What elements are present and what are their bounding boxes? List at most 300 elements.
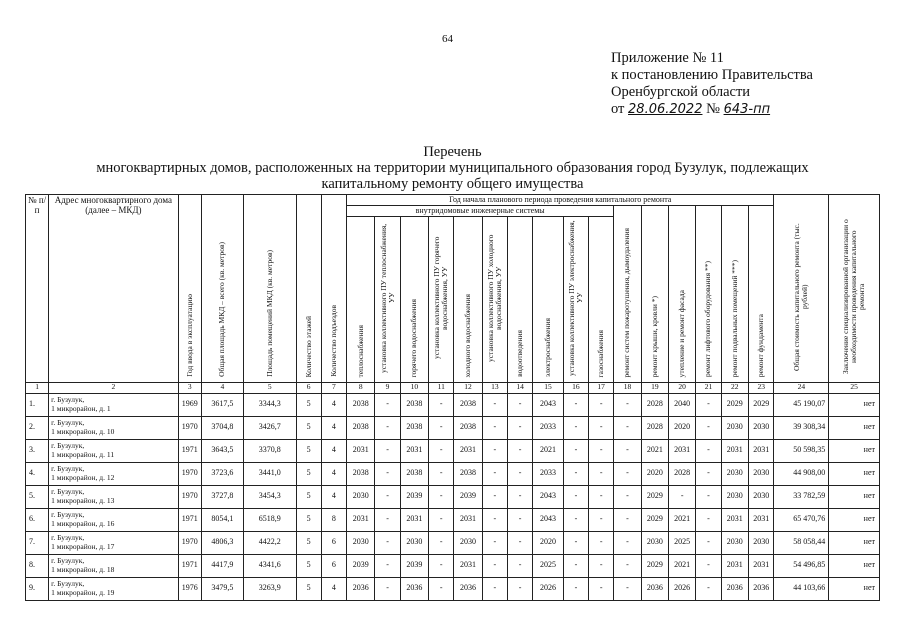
table-cell: 2021: [669, 508, 696, 531]
table-cell: 3479,5: [201, 577, 243, 600]
table-cell: 1976: [178, 577, 201, 600]
table-cell: 33 782,59: [774, 485, 829, 508]
table-cell: 2043: [533, 393, 564, 416]
table-cell: 2036: [748, 577, 774, 600]
table-cell: 44 908,00: [774, 462, 829, 485]
table-cell: 4417,9: [201, 554, 243, 577]
header-c13: установка коллективного ПУ холодного водоснабжения, УУ: [482, 217, 507, 383]
column-numbers-row: [26, 382, 880, 393]
table-cell: -: [375, 439, 400, 462]
column-number: 14: [508, 382, 533, 393]
address-street: 1 микрорайон, д. 10: [51, 426, 115, 436]
table-cell: 2038: [454, 416, 482, 439]
header-cost: Общая стоимость капитального ремонта (тыс. рублей): [774, 195, 829, 383]
table-cell: 2029: [721, 393, 748, 416]
table-cell: нет: [829, 531, 880, 554]
header-c18: ремонт систем пожаротушения, дымоудаления: [614, 206, 641, 383]
table-cell: -: [696, 462, 721, 485]
column-number: 21: [696, 382, 721, 393]
table-cell: -: [482, 439, 507, 462]
column-number: 20: [669, 382, 696, 393]
appendix-line-4: [611, 101, 813, 118]
table-cell: 1971: [178, 439, 201, 462]
row-number: 4.: [26, 462, 49, 485]
row-number: 1.: [26, 393, 49, 416]
column-number: 6: [296, 382, 321, 393]
row-number: 5.: [26, 485, 49, 508]
header-c11: установка коллективного ПУ горячего водоснабжения, УУ: [429, 217, 454, 383]
table-cell: 1971: [178, 508, 201, 531]
table-cell: -: [429, 508, 454, 531]
table-cell: 2031: [400, 439, 428, 462]
table-cell: 5: [296, 508, 321, 531]
table-cell: -: [375, 416, 400, 439]
row-address: [49, 508, 178, 531]
table-cell: -: [563, 531, 588, 554]
title-line-2: многоквартирных домов, расположенных на территории муниципального образования город Бузулук, подлежащих: [96, 160, 809, 176]
table-cell: 6: [321, 554, 346, 577]
table-cell: 2020: [641, 462, 668, 485]
column-number: 22: [721, 382, 748, 393]
table-cell: -: [614, 393, 641, 416]
table-cell: 2030: [400, 531, 428, 554]
table-cell: -: [563, 462, 588, 485]
table-cell: 2020: [533, 531, 564, 554]
table-cell: -: [375, 554, 400, 577]
table-cell: -: [429, 393, 454, 416]
table-cell: -: [482, 416, 507, 439]
table-cell: -: [482, 508, 507, 531]
table-cell: -: [508, 508, 533, 531]
table-cell: 2031: [400, 508, 428, 531]
address-street: 1 микрорайон, д. 1: [51, 403, 111, 413]
table-cell: 5: [296, 416, 321, 439]
table-cell: -: [696, 577, 721, 600]
appendix-block: [611, 50, 813, 118]
table-cell: 2031: [454, 508, 482, 531]
table-cell: 5: [296, 485, 321, 508]
table-cell: 2029: [641, 508, 668, 531]
table-cell: -: [563, 577, 588, 600]
table-cell: 2043: [533, 485, 564, 508]
table-cell: -: [482, 577, 507, 600]
address-street: 1 микрорайон, д. 11: [51, 449, 115, 459]
row-address: [49, 393, 178, 416]
header-num: № п/п: [26, 195, 49, 383]
table-cell: 4: [321, 416, 346, 439]
table-cell: -: [696, 393, 721, 416]
column-number: 24: [774, 382, 829, 393]
table-cell: 45 190,07: [774, 393, 829, 416]
page-number: 64: [442, 33, 453, 45]
table-cell: -: [429, 485, 454, 508]
column-number: 3: [178, 382, 201, 393]
table-cell: 2031: [748, 508, 774, 531]
table-cell: -: [508, 485, 533, 508]
row-address: [49, 462, 178, 485]
table-cell: 2039: [400, 554, 428, 577]
table-cell: нет: [829, 393, 880, 416]
table-cell: 2036: [641, 577, 668, 600]
table-cell: 3370,8: [243, 439, 296, 462]
table-cell: 1969: [178, 393, 201, 416]
address-city: г. Бузулук,: [51, 395, 85, 404]
table-cell: -: [429, 416, 454, 439]
table-cell: 2030: [748, 485, 774, 508]
column-number: 9: [375, 382, 400, 393]
header-c15: электроснабжения: [533, 217, 564, 383]
table-cell: нет: [829, 462, 880, 485]
table-cell: -: [429, 577, 454, 600]
row-address: [49, 485, 178, 508]
table-cell: 2038: [400, 393, 428, 416]
column-number: 15: [533, 382, 564, 393]
table-cell: -: [696, 531, 721, 554]
table-cell: 2030: [721, 531, 748, 554]
table-cell: 1970: [178, 531, 201, 554]
address-street: 1 микрорайон, д. 18: [51, 564, 115, 574]
table-cell: 2030: [454, 531, 482, 554]
table-cell: 3454,3: [243, 485, 296, 508]
table-cell: 2033: [533, 462, 564, 485]
header-c20: утепление и ремонт фасада: [669, 206, 696, 383]
table-cell: 2028: [641, 393, 668, 416]
row-number: 8.: [26, 554, 49, 577]
appendix-date-prefix: от: [611, 101, 625, 117]
table-cell: 2026: [533, 577, 564, 600]
table-cell: 1970: [178, 462, 201, 485]
address-street: 1 микрорайон, д. 13: [51, 495, 115, 505]
table-cell: 3727,8: [201, 485, 243, 508]
table-cell: -: [429, 439, 454, 462]
table-cell: 2036: [721, 577, 748, 600]
table-cell: -: [614, 508, 641, 531]
table-cell: нет: [829, 416, 880, 439]
address-street: 1 микрорайон, д. 19: [51, 587, 115, 597]
table-cell: 2030: [748, 531, 774, 554]
column-number: 2: [49, 382, 178, 393]
table-cell: 6518,9: [243, 508, 296, 531]
table-cell: 3426,7: [243, 416, 296, 439]
table-cell: 2039: [400, 485, 428, 508]
table-cell: 2038: [400, 462, 428, 485]
row-address: [49, 439, 178, 462]
table-cell: 4: [321, 577, 346, 600]
address-street: 1 микрорайон, д. 16: [51, 518, 115, 528]
table-cell: 3441,0: [243, 462, 296, 485]
table-cell: 5: [296, 577, 321, 600]
table-cell: -: [375, 393, 400, 416]
row-address: [49, 416, 178, 439]
table-cell: 2038: [454, 393, 482, 416]
appendix-date: 28.06.2022: [628, 102, 703, 117]
table-cell: нет: [829, 485, 880, 508]
table-cell: -: [375, 577, 400, 600]
table-cell: 3723,6: [201, 462, 243, 485]
table-cell: 39 308,34: [774, 416, 829, 439]
column-number: 17: [589, 382, 614, 393]
column-number: 25: [829, 382, 880, 393]
column-number: 10: [400, 382, 428, 393]
column-number: 18: [614, 382, 641, 393]
row-address: [49, 554, 178, 577]
table-cell: 50 598,35: [774, 439, 829, 462]
table-cell: -: [375, 508, 400, 531]
table-cell: 2031: [748, 439, 774, 462]
table-cell: 2030: [721, 485, 748, 508]
header-c19: ремонт крыши, кровли *): [641, 206, 668, 383]
table-cell: 3263,9: [243, 577, 296, 600]
table-cell: нет: [829, 508, 880, 531]
table-cell: 2026: [669, 577, 696, 600]
table-row: [26, 416, 880, 439]
table-cell: -: [563, 393, 588, 416]
row-number: 7.: [26, 531, 49, 554]
table-cell: -: [429, 531, 454, 554]
appendix-number: 643-пп: [723, 102, 771, 117]
table-cell: -: [508, 462, 533, 485]
table-cell: 5: [296, 462, 321, 485]
table-row: [26, 439, 880, 462]
header-entrances: Количество подъездов: [321, 195, 346, 383]
table-cell: -: [589, 462, 614, 485]
table-cell: 2030: [641, 531, 668, 554]
table-cell: 2038: [347, 416, 375, 439]
table-cell: -: [563, 508, 588, 531]
header-c21: ремонт лифтового оборудования **): [696, 206, 721, 383]
table-cell: 65 470,76: [774, 508, 829, 531]
row-number: 2.: [26, 416, 49, 439]
table-cell: -: [589, 531, 614, 554]
table-cell: -: [614, 439, 641, 462]
header-floors: Количество этажей: [296, 195, 321, 383]
address-city: г. Бузулук,: [51, 487, 85, 496]
table-row: [26, 554, 880, 577]
table-cell: -: [696, 485, 721, 508]
table-cell: 2038: [347, 393, 375, 416]
header-c23: ремонт фундамента: [748, 206, 774, 383]
table-cell: 4341,6: [243, 554, 296, 577]
table-cell: 1970: [178, 485, 201, 508]
column-number: 1: [26, 382, 49, 393]
table-cell: 3643,5: [201, 439, 243, 462]
table-row: [26, 577, 880, 600]
header-total-area: Общая площадь МКД – всего (кв. метров): [201, 195, 243, 383]
row-number: 3.: [26, 439, 49, 462]
table-cell: 3704,8: [201, 416, 243, 439]
address-city: г. Бузулук,: [51, 533, 85, 542]
table-cell: -: [589, 508, 614, 531]
table-cell: нет: [829, 554, 880, 577]
title-line-1: Перечень: [423, 144, 482, 160]
header-year-built: Год ввода в эксплуатацию: [178, 195, 201, 383]
column-number: 8: [347, 382, 375, 393]
table-cell: -: [482, 554, 507, 577]
table-row: [26, 508, 880, 531]
table-row: [26, 393, 880, 416]
table-cell: -: [429, 462, 454, 485]
table-cell: 4: [321, 393, 346, 416]
row-number: 9.: [26, 577, 49, 600]
header-c9: установка коллективного ПУ теплоснабжения, УУ: [375, 217, 400, 383]
table-cell: 2021: [641, 439, 668, 462]
table-cell: 3344,3: [243, 393, 296, 416]
table-cell: -: [563, 554, 588, 577]
table-cell: -: [589, 485, 614, 508]
table-cell: -: [508, 554, 533, 577]
table-cell: 2039: [347, 554, 375, 577]
table-cell: нет: [829, 577, 880, 600]
header-c12: холодного водоснабжения: [454, 217, 482, 383]
table-cell: 2028: [641, 416, 668, 439]
column-number: 5: [243, 382, 296, 393]
table-cell: 2031: [347, 439, 375, 462]
table-cell: -: [614, 554, 641, 577]
appendix-line-2: к постановлению Правительства: [611, 67, 813, 83]
table-cell: 2043: [533, 508, 564, 531]
appendix-line-3: Оренбургской области: [611, 84, 751, 100]
table-cell: -: [696, 508, 721, 531]
table-cell: -: [614, 485, 641, 508]
header-conclusion: Заключение специализированной организации о необходимости проведения капитального ремонта: [829, 195, 880, 383]
table-cell: -: [614, 416, 641, 439]
table-cell: -: [589, 577, 614, 600]
table-cell: -: [375, 485, 400, 508]
table-cell: -: [563, 485, 588, 508]
table-row: [26, 531, 880, 554]
appendix-number-sign: №: [706, 101, 720, 117]
header-c10: горячего водоснабжения: [400, 217, 428, 383]
table-cell: -: [375, 462, 400, 485]
header-address: Адрес многоквартирного дома (далее – МКД): [49, 195, 178, 383]
document-title: [40, 144, 865, 192]
header-c22: ремонт подвальных помещений ***): [721, 206, 748, 383]
table-cell: -: [375, 531, 400, 554]
table-cell: 2028: [669, 462, 696, 485]
table-cell: -: [589, 554, 614, 577]
table-cell: -: [508, 439, 533, 462]
table-cell: -: [508, 577, 533, 600]
table-cell: 2040: [669, 393, 696, 416]
table-cell: 5: [296, 554, 321, 577]
column-number: 23: [748, 382, 774, 393]
table-cell: 2020: [669, 416, 696, 439]
table-cell: -: [482, 462, 507, 485]
table-cell: 2030: [748, 462, 774, 485]
table-cell: 2031: [721, 508, 748, 531]
column-number: 19: [641, 382, 668, 393]
column-number: 13: [482, 382, 507, 393]
table-cell: 44 103,66: [774, 577, 829, 600]
row-number: 6.: [26, 508, 49, 531]
table-cell: 2038: [454, 462, 482, 485]
table-cell: 2031: [454, 554, 482, 577]
table-cell: 4: [321, 485, 346, 508]
table-row: [26, 462, 880, 485]
table-cell: -: [429, 554, 454, 577]
table-cell: 2039: [454, 485, 482, 508]
table-row: [26, 485, 880, 508]
table-cell: -: [696, 554, 721, 577]
table-cell: -: [589, 393, 614, 416]
table-cell: 2031: [669, 439, 696, 462]
table-cell: 2021: [669, 554, 696, 577]
row-address: [49, 577, 178, 600]
table-cell: 54 496,85: [774, 554, 829, 577]
table-cell: 2031: [721, 439, 748, 462]
table-cell: 2031: [721, 554, 748, 577]
header-premises-area: Площадь помещений МКД (кв. метров): [243, 195, 296, 383]
table-cell: 2031: [454, 439, 482, 462]
table-cell: 2031: [748, 554, 774, 577]
address-city: г. Бузулук,: [51, 418, 85, 427]
table-cell: -: [482, 485, 507, 508]
table-cell: 5: [296, 439, 321, 462]
address-city: г. Бузулук,: [51, 579, 85, 588]
table-cell: 6: [321, 531, 346, 554]
table-cell: 2030: [721, 462, 748, 485]
table-cell: 3617,5: [201, 393, 243, 416]
table-cell: 2036: [400, 577, 428, 600]
table-cell: 2030: [347, 531, 375, 554]
title-line-3: капитальному ремонту общего имущества: [321, 176, 584, 192]
table-cell: 1971: [178, 554, 201, 577]
address-city: г. Бузулук,: [51, 464, 85, 473]
table-cell: -: [589, 416, 614, 439]
table-cell: 8054,1: [201, 508, 243, 531]
table-cell: -: [696, 416, 721, 439]
table-cell: -: [508, 393, 533, 416]
table-cell: -: [589, 439, 614, 462]
table-cell: 5: [296, 531, 321, 554]
table-cell: 4: [321, 462, 346, 485]
table-cell: 2029: [748, 393, 774, 416]
buildings-table: [25, 194, 880, 601]
header-systems-group: внутридомовые инженерные системы: [347, 206, 614, 217]
table-cell: 4: [321, 439, 346, 462]
column-number: 11: [429, 382, 454, 393]
table-cell: 4806,3: [201, 531, 243, 554]
table-cell: -: [508, 416, 533, 439]
header-c8: теплоснабжения: [347, 217, 375, 383]
table-cell: 2031: [347, 508, 375, 531]
table-cell: -: [614, 462, 641, 485]
address-street: 1 микрорайон, д. 17: [51, 541, 115, 551]
column-number: 16: [563, 382, 588, 393]
table-cell: 2021: [533, 439, 564, 462]
table-cell: 2030: [347, 485, 375, 508]
header-c17: газоснабжения: [589, 217, 614, 383]
table-cell: 2038: [347, 462, 375, 485]
table-cell: -: [508, 531, 533, 554]
address-city: г. Бузулук,: [51, 441, 85, 450]
table-cell: 2036: [347, 577, 375, 600]
column-number: 7: [321, 382, 346, 393]
address-street: 1 микрорайон, д. 12: [51, 472, 115, 482]
table-cell: 2036: [454, 577, 482, 600]
table-cell: 8: [321, 508, 346, 531]
header-c14: водоотведения: [508, 217, 533, 383]
appendix-line-1: Приложение № 11: [611, 50, 724, 66]
table-cell: 2038: [400, 416, 428, 439]
table-cell: -: [563, 439, 588, 462]
column-number: 4: [201, 382, 243, 393]
table-cell: -: [482, 393, 507, 416]
address-city: г. Бузулук,: [51, 510, 85, 519]
table-cell: -: [614, 531, 641, 554]
header-c16: установка коллективного ПУ электроснабжения, УУ: [563, 217, 588, 383]
table-cell: 2030: [748, 416, 774, 439]
